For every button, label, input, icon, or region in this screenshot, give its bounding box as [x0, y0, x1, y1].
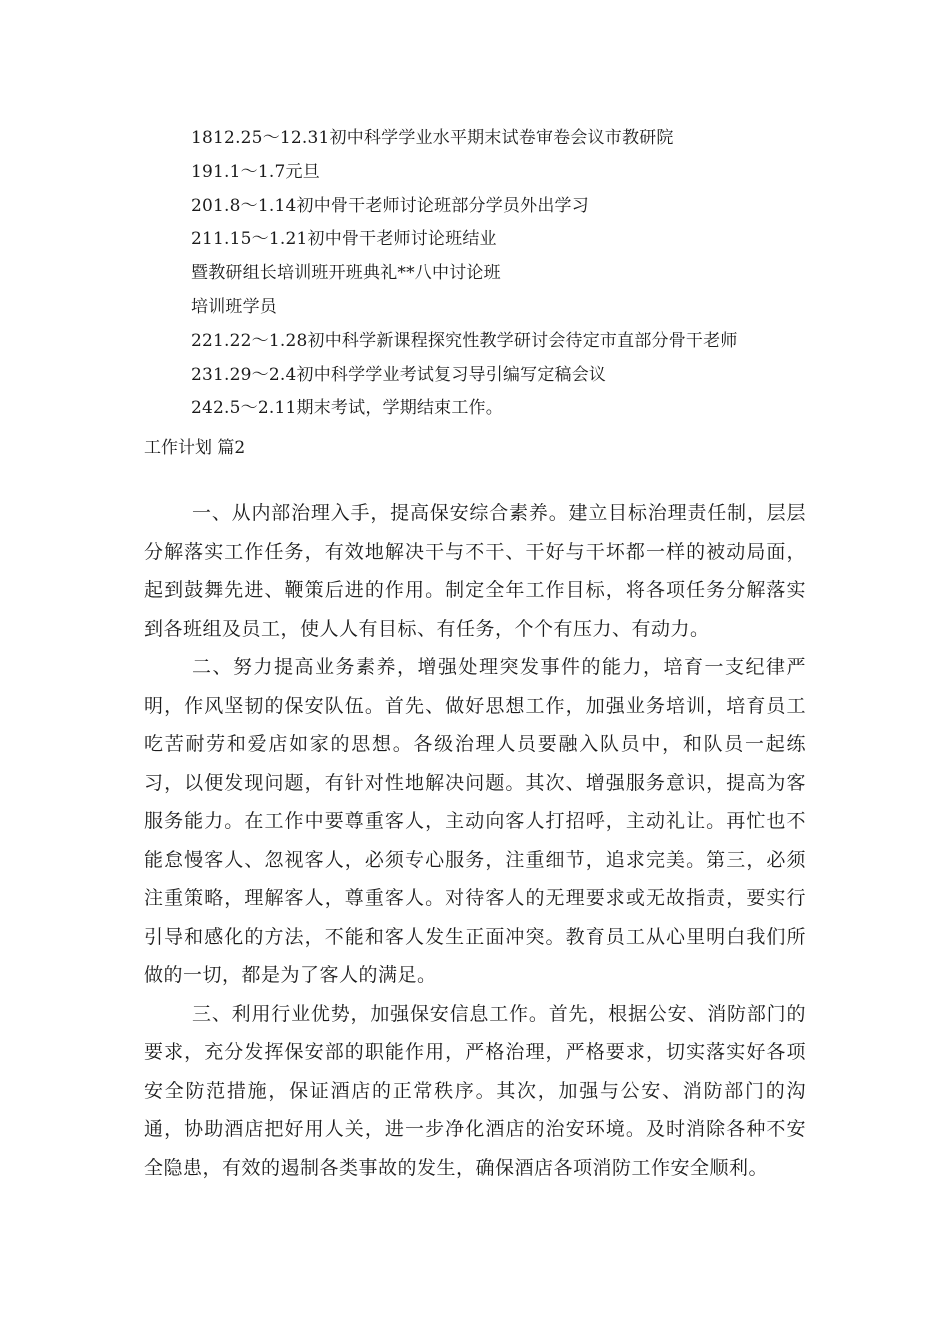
schedule-item: 191.1～1.7元旦 [191, 161, 320, 182]
schedule-item: 暨教研组长培训班开班典礼**八中讨论班 [191, 263, 501, 284]
paragraph: 三、利用行业优势，加强保安信息工作。首先，根据公安、消防部门的要求，充分发挥保安部的职能作用，严格治理，严格要求，切实落实好各项安全防范措施，保证酒店的正常秩序。其次，加强与公安、消防部门的沟通，协助酒店把好用人关，进一步净化酒店的治安环境。及时消除各种不安全隐患，有效的遏制各类事故的发生，确保酒店各项消防工作安全顺利。 [144, 1002, 806, 1179]
section-heading: 工作计划 篇2 [144, 438, 246, 458]
schedule-item: 1812.25～12.31初中科学学业水平期末试卷审卷会议市教研院 [191, 128, 674, 148]
schedule-list [191, 122, 891, 426]
body-text [144, 494, 806, 1187]
schedule-item: 211.15～1.21初中骨干老师讨论班结业 [191, 229, 497, 250]
paragraph: 二、努力提高业务素养，增强处理突发事件的能力，培育一支纪律严明，作风坚韧的保安队伍。首先、做好思想工作，加强业务培训，培育员工吃苦耐劳和爱店如家的思想。各级治理人员要融入队员中，和队员一起练习，以便发现问题，有针对性地解决问题。其次、增强服务意识，提高为客服务能力。在工作中要尊重客人，主动向客人打招呼，主动礼让。再忙也不能怠慢客人、忽视客人，必须专心服务，注重细节，追求完美。第三，必须注重策略，理解客人，尊重客人。对待客人的无理要求或无故指责，要实行引导和感化的方法，不能和客人发生正面冲突。教育员工从心里明白我们所做的一切，都是为了客人的满足。 [144, 656, 806, 986]
paragraph: 一、从内部治理入手，提高保安综合素养。建立目标治理责任制，层层分解落实工作任务，有效地解决干与不干、干好与干坏都一样的被动局面，起到鼓舞先进、鞭策后进的作用。制定全年工作目标，将各项任务分解落实到各班组及员工，使人人有目标、有任务，个个有压力、有动力。 [144, 502, 806, 640]
schedule-item: 221.22～1.28初中科学新课程探究性教学研讨会待定市直部分骨干老师 [191, 330, 738, 351]
schedule-item: 242.5～2.11期末考试，学期结束工作。 [191, 398, 503, 419]
schedule-item: 培训班学员 [191, 296, 277, 317]
schedule-item: 231.29～2.4初中科学学业考试复习导引编写定稿会议 [191, 364, 607, 385]
schedule-item: 201.8～1.14初中骨干老师讨论班部分学员外出学习 [191, 195, 589, 216]
